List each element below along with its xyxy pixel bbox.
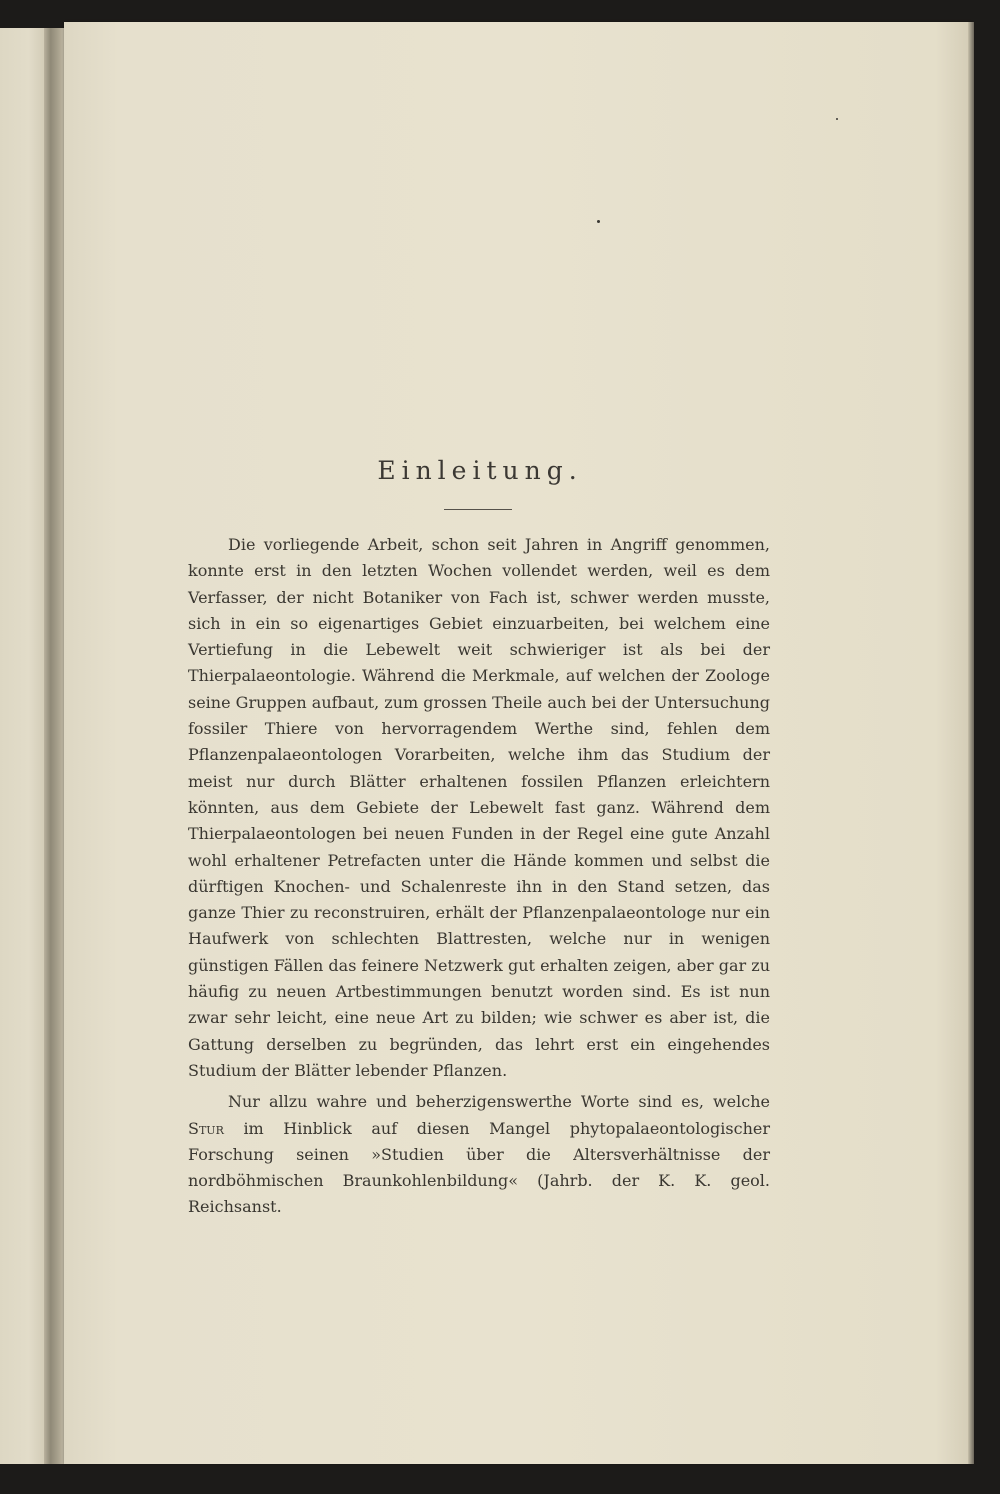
author-name: Stur bbox=[188, 1118, 224, 1138]
paper-speck bbox=[597, 220, 600, 223]
paragraph-text: im Hinblick auf diesen Mangel phytopalaeontologischer Forschung seinen »Studien über die Altersverhältnisse der nordböhmischen Braunkohlenbildung« (Jahrb. der K. K. geol. Reichsanst. bbox=[188, 1118, 770, 1217]
paper-speck bbox=[836, 118, 838, 120]
paragraph-text: Nur allzu wahre und beherzigenswerthe Worte sind es, welche bbox=[228, 1092, 770, 1112]
paragraph bbox=[188, 1089, 770, 1220]
body-text bbox=[188, 532, 770, 1221]
title-rule bbox=[444, 509, 512, 510]
chapter-title: Einleitung. bbox=[377, 456, 583, 485]
page-right-edge bbox=[968, 22, 974, 1464]
facing-page-edge bbox=[0, 28, 48, 1464]
paragraph: Die vorliegende Arbeit, schon seit Jahren in Angriff genommen, konnte erst in den letzten Wochen vollendet werden, weil es dem Verfasser, der nicht Botaniker von Fach ist, schwer werden musste, sich in ein so eigenartiges Gebiet einzuarbeiten, bei welchem eine Vertiefung in die Lebewelt weit schwieriger ist als bei der Thierpalaeontologie. Während die Merkmale, auf welchen der Zoologe seine Gruppen aufbaut, zum grossen Theile auch bei der Untersuchung fossiler Thiere von hervorragendem Werthe sind, fehlen dem Pflanzenpalaeontologen Vorarbeiten, welche ihm das Studium der meist nur durch Blätter erhaltenen fossilen Pflanzen erleichtern könnten, aus dem Gebiete der Lebewelt fast ganz. Während dem Thierpalaeontologen bei neuen Funden in der Regel eine gute Anzahl wohl erhaltener Petrefacten unter die Hände kommen und selbst die dürftigen Knochen- und Schalenreste ihn in den Stand setzen, das ganze Thier zu reconstruiren, erhält der Pflanzenpalaeontologe nur ein Haufwerk von schlechten Blattresten, welche nur in wenigen günstigen Fällen das feinere Netzwerk gut erhalten zeigen, aber gar zu häufig zu neuen Artbestimmungen benutzt worden sind. Es ist nun zwar sehr leicht, eine neue Art zu bilden; wie schwer es aber ist, die Gattung derselben zu begründen, das lehrt erst ein eingehendes Studium der Blätter lebender Pflanzen. bbox=[188, 535, 770, 1080]
